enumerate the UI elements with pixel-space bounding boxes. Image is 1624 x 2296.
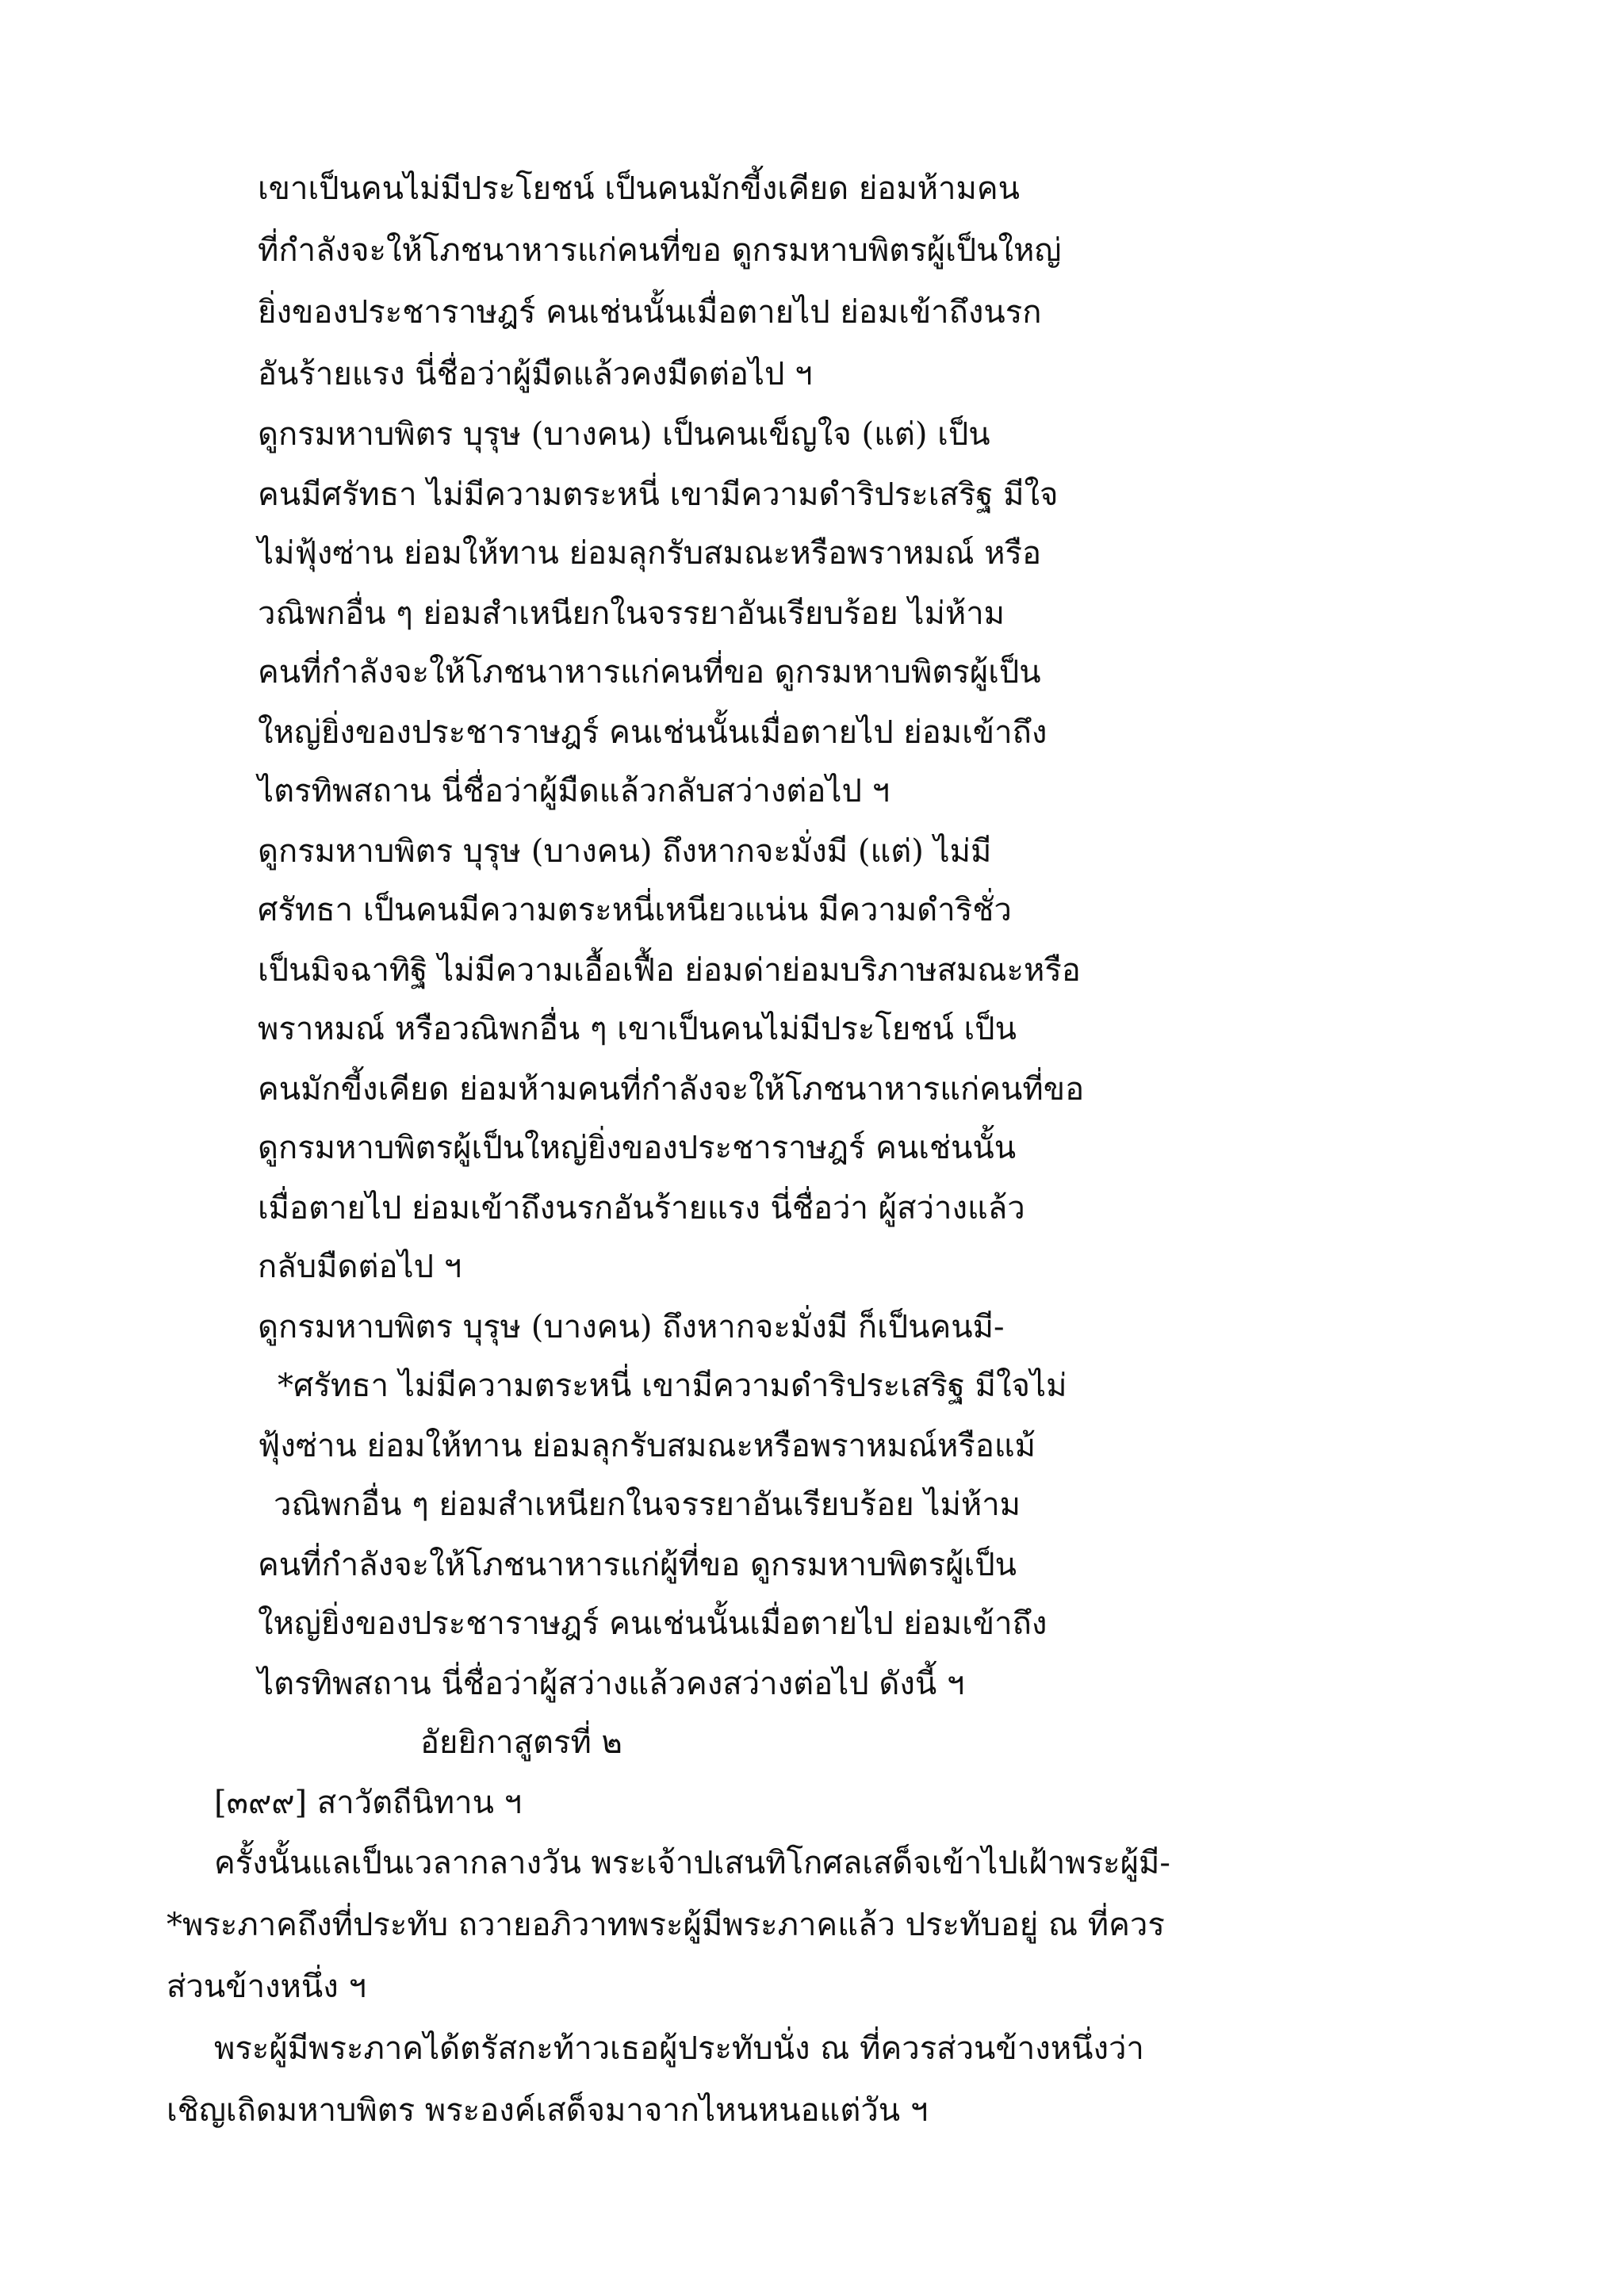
text-line: ดูกรมหาบพิตร บุรุษ (บางคน) เป็นคนเข็ญใจ (แต่) เป็น bbox=[258, 416, 990, 453]
text-line: พระผู้มีพระภาคได้ตรัสกะท้าวเธอผู้ประทับนั่ง ณ ที่ควรส่วนข้างหนึ่งว่า bbox=[214, 2030, 1144, 2067]
text-line: ดูกรมหาบพิตร บุรุษ (บางคน) ถึงหากจะมั่งมี (แต่) ไม่มี bbox=[258, 833, 992, 870]
text-line: พราหมณ์ หรือวณิพกอื่น ๆ เขาเป็นคนไม่มีประโยชน์ เป็น bbox=[258, 1011, 1017, 1047]
text-line: ศรัทธา เป็นคนมีความตระหนี่เหนียวแน่น มีความดำริชั่ว bbox=[258, 892, 1012, 928]
text-line: คนที่กำลังจะให้โภชนาหารแก่ผู้ที่ขอ ดูกรมหาบพิตรผู้เป็น bbox=[258, 1547, 1017, 1583]
text-line: ดูกรมหาบพิตรผู้เป็นใหญ่ยิ่งของประชาราษฎร์ คนเช่นนั้น bbox=[258, 1130, 1017, 1166]
text-line: ไม่ฟุ้งซ่าน ย่อมให้ทาน ย่อมลุกรับสมณะหรือพราหมณ์ หรือ bbox=[258, 535, 1042, 572]
text-line: เชิญเถิดมหาบพิตร พระองค์เสด็จมาจากไหนหนอแต่วัน ฯ bbox=[167, 2092, 929, 2129]
text-line: ใหญ่ยิ่งของประชาราษฎร์ คนเช่นนั้นเมื่อตายไป ย่อมเข้าถึง bbox=[258, 1605, 1048, 1642]
text-line: วณิพกอื่น ๆ ย่อมสำเหนียกในจรรยาอันเรียบร้อย ไม่ห้าม bbox=[274, 1487, 1021, 1523]
text-line: เมื่อตายไป ย่อมเข้าถึงนรกอันร้ายแรง นี่ชื่อว่า ผู้สว่างแล้ว bbox=[258, 1190, 1025, 1226]
section-reference: [๓๙๙] สาวัตถีนิทาน ฯ bbox=[214, 1785, 523, 1821]
text-line: กลับมืดต่อไป ฯ bbox=[258, 1249, 462, 1285]
text-line: *พระภาคถึงที่ประทับ ถวายอภิวาทพระผู้มีพระภาคแล้ว ประทับอยู่ ณ ที่ควร bbox=[167, 1907, 1165, 1943]
text-line: เขาเป็นคนไม่มีประโยชน์ เป็นคนมักขี้งเคียด ย่อมห้ามคน bbox=[258, 170, 1020, 207]
section-title: อัยยิกาสูตรที่ ๒ bbox=[420, 1724, 622, 1761]
text-line: อันร้ายแรง นี่ชื่อว่าผู้มืดแล้วคงมืดต่อไป ฯ bbox=[258, 356, 813, 392]
text-line: ไตรทิพสถาน นี่ชื่อว่าผู้มืดแล้วกลับสว่างต่อไป ฯ bbox=[258, 773, 891, 809]
text-line: ไตรทิพสถาน นี่ชื่อว่าผู้สว่างแล้วคงสว่างต่อไป ดังนี้ ฯ bbox=[258, 1666, 965, 1702]
text-line: ใหญ่ยิ่งของประชาราษฎร์ คนเช่นนั้นเมื่อตายไป ย่อมเข้าถึง bbox=[258, 714, 1048, 751]
text-line: ครั้งนั้นแลเป็นเวลากลางวัน พระเจ้าปเสนทิโกศลเสด็จเข้าไปเฝ้าพระผู้มี- bbox=[214, 1845, 1170, 1881]
text-line: คนที่กำลังจะให้โภชนาหารแก่คนที่ขอ ดูกรมหาบพิตรผู้เป็น bbox=[258, 654, 1041, 691]
text-line: ส่วนข้างหนึ่ง ฯ bbox=[167, 1969, 366, 2005]
text-line: *ศรัทธา ไม่มีความตระหนี่ เขามีความดำริประเสริฐ มีใจไม่ bbox=[278, 1368, 1067, 1404]
text-line: เป็นมิจฉาทิฐิ ไม่มีความเอื้อเฟื้อ ย่อมด่าย่อมบริภาษสมณะหรือ bbox=[258, 952, 1081, 989]
text-line: คนมักขี้งเคียด ย่อมห้ามคนที่กำลังจะให้โภชนาหารแก่คนที่ขอ bbox=[258, 1071, 1085, 1108]
text-line: วณิพกอื่น ๆ ย่อมสำเหนียกในจรรยาอันเรียบร้อย ไม่ห้าม bbox=[258, 595, 1005, 632]
text-line: คนมีศรัทธา ไม่มีความตระหนี่ เขามีความดำริประเสริฐ มีใจ bbox=[258, 476, 1059, 513]
text-line: ฟุ้งซ่าน ย่อมให้ทาน ย่อมลุกรับสมณะหรือพราหมณ์หรือแม้ bbox=[258, 1428, 1036, 1464]
text-line: ยิ่งของประชาราษฎร์ คนเช่นนั้นเมื่อตายไป ย่อมเข้าถึงนรก bbox=[258, 294, 1042, 331]
text-line: ที่กำลังจะให้โภชนาหารแก่คนที่ขอ ดูกรมหาบพิตรผู้เป็นใหญ่ bbox=[258, 232, 1062, 269]
text-line: ดูกรมหาบพิตร บุรุษ (บางคน) ถึงหากจะมั่งมี ก็เป็นคนมี- bbox=[258, 1309, 1005, 1345]
